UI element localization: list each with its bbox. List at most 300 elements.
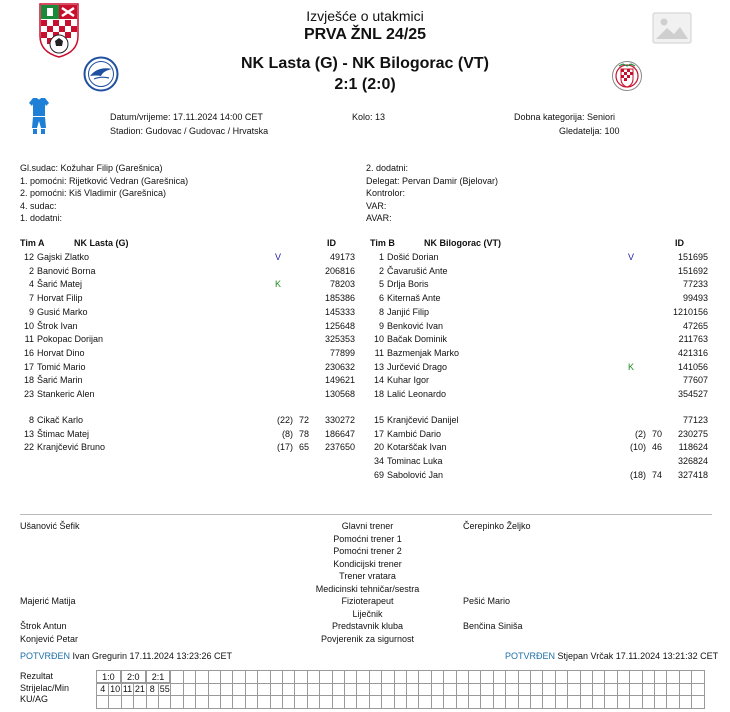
player-id: 185386: [324, 293, 355, 304]
player-id: 230275: [677, 428, 708, 439]
player-name: Kranjčević Danijel: [387, 415, 459, 425]
results-cell: [319, 670, 332, 684]
player-name: Tominac Luka: [387, 456, 443, 467]
staff-role: Liječnik: [352, 608, 383, 619]
results-cell: [518, 683, 531, 697]
results-cell: [133, 695, 146, 709]
results-cell: [431, 683, 444, 697]
player-id: 77899: [329, 347, 355, 358]
team-b-name: NK Bilogorac (VT): [424, 238, 502, 248]
player-id: 141056: [677, 361, 708, 372]
away-staff-name: Čerepinko Željko: [463, 521, 531, 531]
results-cell: [518, 695, 531, 709]
player-number: 17: [373, 428, 384, 439]
spectators: Gledatelja: 100: [559, 126, 620, 136]
results-cell: [431, 695, 444, 709]
results-cell: [369, 670, 382, 684]
results-cell: [344, 670, 357, 684]
results-cell: [493, 670, 506, 684]
results-cell: [220, 695, 233, 709]
results-cell: [505, 695, 518, 709]
player-row[interactable]: [370, 320, 708, 334]
results-cell: [332, 695, 345, 709]
team-b-label: Tim B: [370, 238, 395, 248]
results-cell: [344, 683, 357, 697]
player-role-badge: V: [628, 252, 635, 262]
results-cell: [592, 695, 605, 709]
player-id: 145333: [324, 306, 355, 317]
player-id: 125648: [324, 320, 355, 331]
official-line: 4. sudac:: [20, 200, 57, 211]
results-cell: [394, 683, 407, 697]
player-name: Sabolović Jan: [387, 469, 444, 480]
substitute-row[interactable]: [370, 428, 708, 442]
substitute-row[interactable]: [370, 414, 708, 428]
player-row[interactable]: [370, 306, 708, 320]
player-id: 99493: [682, 293, 708, 304]
player-role-badge: K: [628, 361, 635, 372]
results-cell: [555, 695, 568, 709]
official-line: AVAR:: [366, 213, 392, 224]
results-cell: [666, 695, 679, 709]
report-title: Izvješće o utakmici: [306, 8, 424, 24]
player-row[interactable]: [370, 347, 708, 361]
player-row[interactable]: [20, 374, 355, 388]
results-cell: [542, 670, 555, 684]
player-id: 118624: [678, 442, 708, 453]
results-cell: [356, 695, 369, 709]
results-cell: [183, 695, 196, 709]
results-cell: [369, 683, 382, 697]
staff-role: Pomoćni trener 1: [333, 533, 402, 544]
results-cell: [307, 683, 320, 697]
substitute-row[interactable]: [370, 455, 708, 469]
player-number: 11: [374, 347, 384, 358]
player-row[interactable]: [20, 278, 355, 292]
results-cell: [418, 670, 431, 684]
player-id: 206816: [324, 265, 355, 276]
player-row[interactable]: [370, 265, 708, 279]
player-role-badge: V: [275, 252, 282, 262]
player-row[interactable]: [20, 333, 355, 347]
player-row[interactable]: [20, 292, 355, 306]
results-cell: [629, 670, 642, 684]
away-confirmed-by: Stjepan Vrčak 17.11.2024 13:21:32 CET: [557, 651, 719, 661]
sub-replaced: (17): [276, 442, 293, 453]
player-number: 13: [23, 428, 34, 439]
match-stadium: Stadion: Gudovac / Gudovac / Hrvatska: [110, 126, 269, 136]
substitute-row[interactable]: [20, 414, 355, 428]
results-cell: [245, 683, 258, 697]
player-name: Kambić Dario: [387, 428, 442, 439]
player-id: 151695: [677, 252, 708, 262]
results-cell: [406, 683, 419, 697]
player-name: Bazmenjak Marko: [387, 347, 460, 358]
results-cell: [679, 670, 692, 684]
results-cell: [369, 695, 382, 709]
player-id: 149621: [324, 375, 355, 386]
results-cell: [307, 695, 320, 709]
results-cell: [158, 695, 171, 709]
results-cell: [245, 695, 258, 709]
results-cell: [245, 670, 258, 684]
results-cell: [493, 683, 506, 697]
player-number: 15: [373, 415, 384, 425]
official-line: 2. pomoćni: Kiš Vladimir (Garešnica): [20, 188, 167, 199]
player-name: Štimac Matej: [37, 428, 90, 439]
results-cell: [270, 670, 283, 684]
results-cell: [270, 683, 283, 697]
staff-role: Fizioterapeut: [341, 596, 394, 606]
results-cell: [530, 683, 543, 697]
player-id: 237650: [324, 442, 355, 453]
results-cell: [629, 683, 642, 697]
results-cell: [208, 683, 221, 697]
player-role-badge: K: [275, 279, 282, 290]
match-round: Kolo: 13: [352, 112, 386, 122]
results-cell: [654, 683, 667, 697]
results-cell: [220, 670, 233, 684]
competition-name: PRVA ŽNL 24/25: [303, 26, 427, 43]
player-number: 7: [28, 293, 34, 304]
player-number: 9: [378, 320, 384, 331]
results-cell: [418, 683, 431, 697]
substitute-row[interactable]: [20, 441, 355, 455]
player-name: Lalić Leonardo: [387, 389, 447, 399]
results-cell: [691, 670, 704, 684]
results-cell: [604, 683, 617, 697]
results-cell: [232, 683, 245, 697]
player-number: 1: [378, 252, 384, 262]
player-number: 22: [23, 442, 34, 453]
official-line: Delegat: Pervan Damir (Bjelovar): [366, 175, 499, 186]
results-cell: [530, 670, 543, 684]
results-scorer: 4: [100, 683, 106, 694]
player-number: 8: [378, 306, 384, 317]
results-cell: [443, 695, 456, 709]
divider: [20, 514, 712, 515]
player-number: 11: [24, 334, 34, 345]
player-name: Došić Dorian: [387, 252, 439, 262]
match-datetime: Datum/vrijeme: 17.11.2024 14:00 CET: [110, 112, 263, 122]
results-cell: [629, 695, 642, 709]
results-cell: [232, 695, 245, 709]
results-cell: [406, 670, 419, 684]
player-id: 354527: [677, 389, 708, 399]
player-row[interactable]: [370, 278, 708, 292]
player-id: 77233: [682, 279, 708, 290]
results-cell: [542, 683, 555, 697]
results-cell: [307, 670, 320, 684]
results-cell: [480, 695, 493, 709]
player-number: 10: [23, 320, 34, 331]
results-cell: [468, 695, 481, 709]
results-cell: [617, 670, 630, 684]
player-name: Šarić Matej: [37, 279, 83, 290]
results-cell: [332, 683, 345, 697]
results-cell: [394, 695, 407, 709]
player-id: 211763: [678, 334, 708, 345]
results-cell: [443, 670, 456, 684]
away-confirmed-status: POTVRĐEN: [505, 651, 556, 661]
player-name: Stankeric Alen: [37, 389, 95, 399]
sub-minute: 74: [651, 469, 662, 480]
sub-minute: 78: [298, 428, 309, 439]
match-score: 2:1 (2:0): [334, 76, 396, 93]
official-line: Kontrolor:: [366, 188, 406, 199]
sub-replaced: (2): [635, 428, 646, 439]
results-scorer: 10: [110, 683, 121, 694]
results-cell: [381, 695, 394, 709]
results-cell: [183, 683, 196, 697]
match-title: NK Lasta (G) - NK Bilogorac (VT): [240, 55, 489, 72]
player-id: 47265: [682, 320, 708, 331]
results-cell: [691, 695, 704, 709]
player-number: 10: [373, 334, 384, 345]
official-line: VAR:: [366, 200, 387, 211]
player-id: 78203: [329, 279, 355, 290]
results-scorer: 11: [122, 683, 133, 694]
results-cell: [604, 695, 617, 709]
player-row[interactable]: [20, 361, 355, 375]
results-cell: [319, 695, 332, 709]
player-row[interactable]: [370, 251, 708, 265]
results-cell: [282, 695, 295, 709]
team-a-label: Tim A: [20, 238, 45, 248]
results-cell: [542, 695, 555, 709]
staff-role: Pomoćni trener 2: [333, 546, 402, 556]
staff-role: Predstavnik kluba: [331, 621, 404, 631]
player-name: Horvat Filip: [37, 293, 83, 304]
results-scorer: 21: [134, 683, 145, 694]
home-staff-name: Štrok Antun: [20, 621, 67, 631]
player-id: 327418: [677, 469, 708, 480]
results-cell: [146, 695, 159, 709]
player-row[interactable]: [370, 292, 708, 306]
player-row[interactable]: [20, 320, 355, 334]
results-cell: [195, 670, 208, 684]
results-cell: [282, 683, 295, 697]
results-cell: [319, 683, 332, 697]
results-cell: [108, 695, 121, 709]
official-line: 1. pomoćni: Rijetković Vedran (Garešnica): [20, 175, 189, 186]
home-confirmed-status: POTVRĐEN: [20, 651, 71, 661]
staff-role: Glavni trener: [341, 521, 394, 531]
away-staff-name: Benčina Siniša: [463, 621, 523, 631]
player-name: Banović Borna: [37, 265, 96, 276]
results-cell: [617, 695, 630, 709]
player-row[interactable]: [20, 388, 355, 402]
results-cell: [208, 670, 221, 684]
results-cell: [604, 670, 617, 684]
player-name: Štrok Ivan: [37, 320, 78, 331]
player-number: 18: [23, 375, 34, 386]
substitute-row[interactable]: [370, 441, 708, 455]
player-number: 34: [373, 456, 384, 467]
results-cell: [679, 695, 692, 709]
player-number: 23: [23, 389, 34, 399]
player-number: 13: [373, 361, 384, 372]
player-number: 4: [28, 279, 34, 290]
sub-minute: 70: [651, 428, 662, 439]
official-line: Gl.sudac: Kožuhar Filip (Garešnica): [20, 163, 163, 173]
results-cell: [642, 670, 655, 684]
results-cell: [580, 670, 593, 684]
results-scorer: 55: [159, 683, 170, 694]
results-label-score: Rezultat: [20, 671, 54, 681]
player-id: 49173: [329, 252, 355, 262]
player-row[interactable]: [370, 333, 708, 347]
away-confirmation: [505, 651, 718, 661]
player-number: 8: [28, 415, 34, 425]
results-cell: [344, 695, 357, 709]
results-cell: [443, 683, 456, 697]
player-name: Tomić Mario: [37, 361, 86, 372]
results-cell: [96, 695, 109, 709]
results-cell: [642, 683, 655, 697]
player-name: Cikač Karlo: [37, 415, 84, 425]
results-cell: [468, 670, 481, 684]
player-number: 6: [378, 293, 384, 304]
jersey-icon: [28, 97, 50, 135]
results-cell: [121, 695, 134, 709]
results-cell: [220, 683, 233, 697]
player-id: 77607: [682, 375, 708, 386]
results-labels: [20, 671, 69, 706]
results-cell: [394, 670, 407, 684]
staff-role: Trener vratara: [339, 571, 396, 581]
results-cell: [294, 683, 307, 697]
player-name: Čavarušić Ante: [387, 265, 448, 276]
home-confirmation: [20, 651, 232, 661]
player-row[interactable]: [20, 251, 355, 265]
results-cell: [666, 683, 679, 697]
results-cell: [567, 683, 580, 697]
results-cell: [257, 670, 270, 684]
results-cell: [654, 670, 667, 684]
staff-role: Kondicijski trener: [333, 558, 402, 569]
player-row[interactable]: [20, 306, 355, 320]
results-cell: [170, 683, 183, 697]
player-id: 186647: [324, 428, 355, 439]
player-name: Benković Ivan: [387, 320, 444, 331]
team-a-name: NK Lasta (G): [74, 238, 129, 248]
player-id: 330272: [324, 415, 355, 425]
player-name: Gusić Marko: [37, 306, 88, 317]
results-cell: [381, 670, 394, 684]
sub-replaced: (18): [629, 469, 646, 480]
staff-role: Medicinski tehničar/sestra: [315, 583, 420, 594]
results-cell: [505, 670, 518, 684]
results-label-scorer: Strijelac/Min: [20, 682, 70, 693]
player-number: 12: [23, 252, 34, 262]
results-cell: [555, 683, 568, 697]
results-cell: [456, 695, 469, 709]
substitute-row[interactable]: [20, 428, 355, 442]
results-scorer: 8: [149, 683, 155, 694]
sub-replaced: (22): [276, 415, 293, 425]
results-cell: [505, 683, 518, 697]
results-cell: [183, 670, 196, 684]
player-row[interactable]: [370, 374, 708, 388]
results-cell: [294, 670, 307, 684]
player-id: 230632: [324, 361, 355, 372]
player-name: Gajski Zlatko: [37, 252, 90, 262]
player-number: 20: [373, 442, 384, 453]
results-cell: [332, 670, 345, 684]
results-cell: [356, 670, 369, 684]
results-cell: [691, 683, 704, 697]
player-id: 1210156: [672, 306, 708, 317]
player-number: 18: [373, 389, 384, 399]
results-cell: [418, 695, 431, 709]
team-b-id-header: ID: [675, 238, 684, 248]
results-cell: [493, 695, 506, 709]
player-name: Šarić Marin: [37, 375, 83, 386]
results-label-ku: KU/AG: [20, 694, 49, 704]
away-staff-name: Pešić Mario: [463, 596, 511, 606]
player-name: Jurčević Drago: [387, 361, 448, 372]
player-number: 17: [23, 361, 34, 372]
results-cell: [518, 670, 531, 684]
results-cell: [381, 683, 394, 697]
staff-role: Povjerenik za sigurnost: [320, 633, 415, 644]
player-name: Kuhar Igor: [387, 375, 430, 386]
results-cell: [195, 683, 208, 697]
results-cell: [666, 670, 679, 684]
player-name: Kranjčević Bruno: [37, 442, 106, 453]
results-cell: [679, 683, 692, 697]
player-number: 16: [23, 347, 34, 358]
player-number: 5: [378, 279, 384, 290]
results-cell: [456, 683, 469, 697]
player-id: 421316: [677, 347, 708, 358]
sub-replaced: (10): [629, 442, 646, 453]
home-staff-name: Majerić Matija: [20, 596, 76, 606]
player-row[interactable]: [370, 361, 708, 375]
player-name: Drlja Boris: [387, 279, 429, 290]
results-cell: [270, 695, 283, 709]
player-row[interactable]: [20, 265, 355, 279]
results-score: 2:1: [146, 670, 171, 683]
player-number: 14: [373, 375, 384, 386]
results-cell: [480, 670, 493, 684]
results-cell: [592, 670, 605, 684]
player-name: Pokopac Dorijan: [37, 334, 104, 345]
results-cell: [195, 695, 208, 709]
player-name: Horvat Dino: [37, 347, 85, 358]
team-a-id-header: ID: [327, 238, 336, 248]
results-cell: [592, 683, 605, 697]
results-cell: [232, 670, 245, 684]
home-staff-name: Ušanović Šefik: [20, 521, 80, 531]
player-name: Bačak Dominik: [387, 334, 448, 345]
sub-minute: 46: [651, 442, 662, 453]
player-id: 77123: [682, 415, 708, 425]
player-row[interactable]: [370, 388, 708, 402]
player-number: 2: [28, 265, 34, 276]
player-number: 9: [28, 306, 34, 317]
player-number: 2: [378, 265, 384, 276]
results-cell: [356, 683, 369, 697]
results-cell: [530, 695, 543, 709]
substitute-row[interactable]: [370, 469, 708, 483]
results-cell: [654, 695, 667, 709]
player-row[interactable]: [20, 347, 355, 361]
results-cell: [456, 670, 469, 684]
results-cell: [282, 670, 295, 684]
results-cell: [468, 683, 481, 697]
